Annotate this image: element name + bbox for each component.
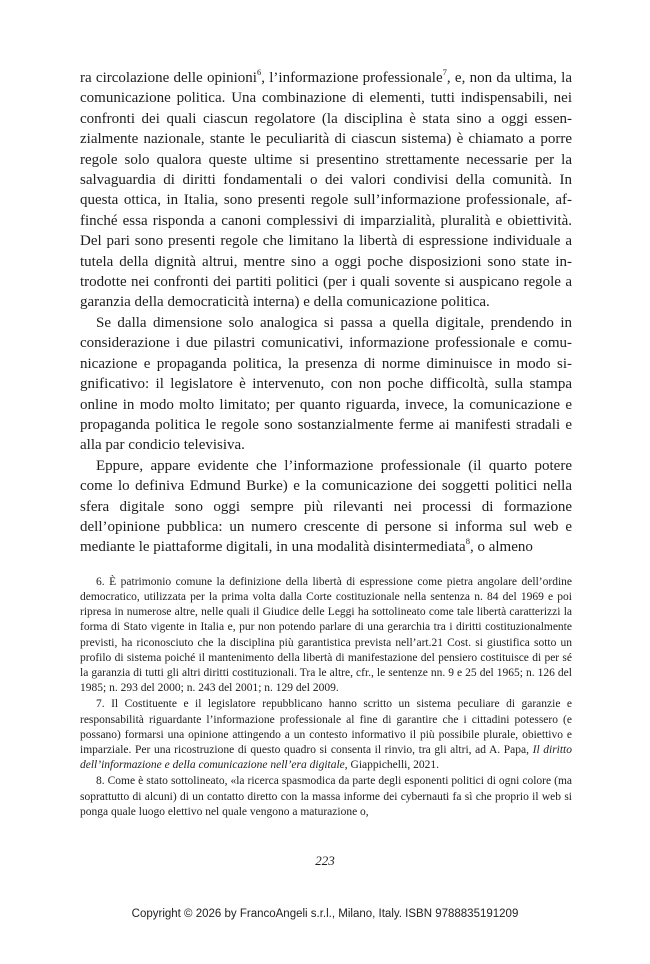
paragraph-2: Se dalla dimensione solo analogica si passa a quella digitale, prendendo in considerazione i due pilastri comunicativi, informazione professionale e comunicazione e propaganda politica, la presenza di norme diminuisce in modo significativo: il legislatore è intervenuto, con non poche difficoltà, sulla stampa online in modo molto limitato; per quanto riguarda, invece, la comunicazione e propaganda politica le regole sono sostanzialmente ferme ai manifesti stradali e alla par condicio televisiva. [80,314,572,454]
footnotes [80,575,572,820]
paragraph-1-text-c: , e, non da ultima, la comunicazione politica. Una combinazione di elementi, tutti indispensabili, nei confronti dei quali ciascun regolatore (la disciplina è stata sino a oggi essenzialmente nazionale, stante le peculiarità di ciascun sistema) è chiamato a porre regole solo qualora queste ultime si presentino strettamente necessarie per la salvaguardia di diritti fondamentali o dei valori condivisi della comunità. In questa ottica, in Italia, sono presenti regole sull’informazione professionale, affinché essa risponda a canoni complessivi di imparzialità, pluralità e obiettività. Del pari sono presenti regole che limitano la libertà di espressione individuale a tutela della dignità altrui, mentre sino a oggi poche disposizioni sono state introdotte nei confronti dei partiti politici (per i quali sovente si auspicano regole a garanzia della democraticità interna) e della comunicazione politica. [80,70,573,311]
footnote-7-text-b: , Giappichelli, 2021. [344,759,439,772]
main-text [80,68,572,558]
copyright-notice: Copyright © 2026 by FrancoAngeli s.r.l., Milano, Italy. ISBN 9788835191209 [131,908,519,920]
footnote-ref-6: 6 [256,67,262,77]
paragraph-3-text-a: Eppure, appare evidente che l’informazione professionale (il quarto potere come lo definiva Edmund Burke) e la comunicazione dei soggetti politici nella sfera digitale sono oggi sempre più rilevanti nei processi di formazione dell’opinione pubblica: un numero crescente di persone si informa sul web e mediante le piattaforme digitali, in una modalità disintermediata [80,457,572,556]
footnote-7-text-a: 7. Il Costituente e il legislatore repubblicano hanno scritto un sistema peculiare di garanzie e responsabilità riguardante l’informazione professionale al fine di garantire che i cittadini potessero (e possano) formarsi una opinione attingendo a un contesto informativo il più possibile plurale, obiettivo e imparziale. Per una ricostruzione di questo quadro si consenta il rinvio, tra gli altri, ad A. Papa, [80,698,572,756]
page-number: 223 [315,853,335,868]
footnote-ref-7: 7 [442,67,447,77]
paragraph-1-text-b: , l’informazione professionale [261,70,443,86]
footnote-7-book-title: Il diritto dell’informazione e della comunicazione nell’era digitale [80,743,573,772]
footnote-8: 8. Come è stato sottolineato, «la ricerca spasmodica da parte degli esponenti politici di ogni colore (ma soprattutto di alcuni) di un contatto diretto con la massa informe dei cybernauti fa sì che proprio il web si ponga quale luogo elettivo nel quale vengono a maturazione o, [80,775,572,818]
footnote-6: 6. È patrimonio comune la definizione della libertà di espressione come pietra angolare dell’ordine democratico, utilizzata per la prima volta dalla Corte costituzionale nella sentenza n. 84 del 1969 e poi ripresa in numerose altre, nelle quali il Giudice delle Leggi ha sottolineato come tale libertà caratterizzi la forma di Stato vigente in Italia e, pur non potendo parlare di una gerarchia tra i diritti costituzionalmente previsti, ha riconosciuto che la disciplina più garantistica prevista nell’art.21 Cost. si giustifica sotto un profilo di sistema poiché il mantenimento della libertà di manifestazione del pensiero costituisce di per sé la garanzia di tutti gli altri diritti costituzionali. Tra le altre, cfr., le sentenze nn. 9 e 25 del 1965; n. 126 del 1985; n. 293 del 2000; n. 243 del 2001; n. 129 del 2009. [80,575,572,695]
book-page [80,68,572,820]
paragraph-1-text-a: ra circolazione delle opinioni [80,70,257,86]
footnote-ref-8: 8 [465,536,470,547]
paragraph-1 [80,68,572,313]
paragraph-3-text-b: , o almeno [469,539,533,556]
paragraph-3 [80,456,572,558]
footnote-7 [80,697,572,773]
